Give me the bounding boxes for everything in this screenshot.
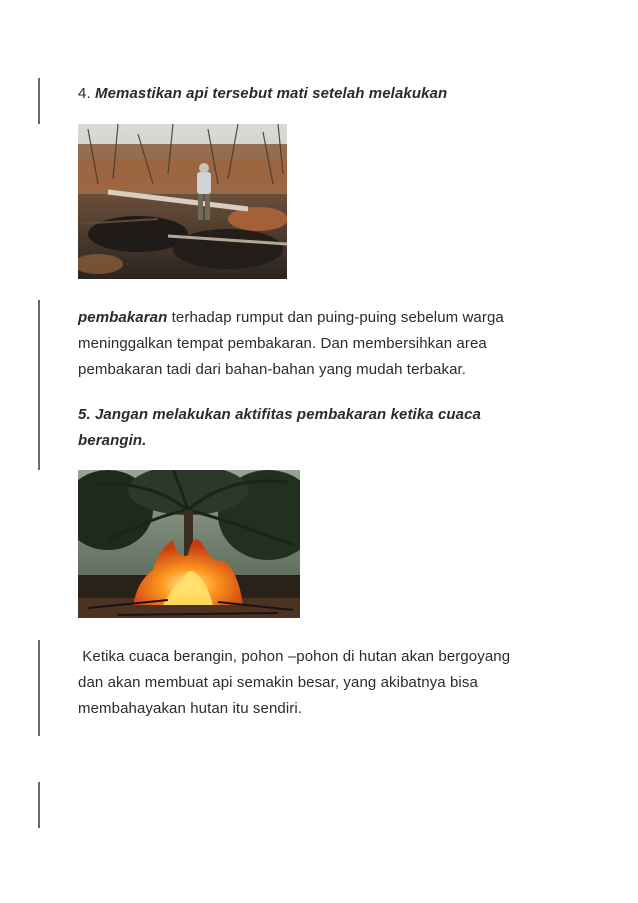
paragraph-step-4 bbox=[78, 305, 558, 383]
step-heading-text: Memastikan api tersebut mati setelah melakukan bbox=[95, 85, 448, 102]
paragraph-line: Ketika cuaca berangin, pohon –pohon di hutan akan bergoyang bbox=[78, 648, 511, 665]
paragraph-line: dan akan membuat api semakin besar, yang akibatnya bisa bbox=[78, 674, 478, 691]
heading-line: 5. Jangan melakukan aktifitas pembakaran ketika cuaca bbox=[78, 406, 481, 423]
step-5-heading bbox=[78, 402, 558, 454]
paragraph-line: meninggalkan tempat pembakaran. Dan membersihkan area bbox=[78, 335, 487, 352]
paragraph-line bbox=[78, 305, 558, 331]
step-4-heading bbox=[78, 81, 558, 107]
paragraph-line: pembakaran tadi dari bahan-bahan yang mudah terbakar. bbox=[78, 361, 467, 378]
forest-fire-photo bbox=[78, 470, 300, 618]
burned-land-photo bbox=[78, 124, 287, 279]
paragraph-step-5 bbox=[78, 644, 578, 722]
bold-lead-word: pembakaran bbox=[78, 309, 168, 326]
step-number: 4. bbox=[78, 85, 91, 102]
margin-bar bbox=[38, 78, 40, 124]
margin-bar bbox=[38, 640, 40, 736]
line-text: terhadap rumput dan puing-puing sebelum warga bbox=[167, 309, 504, 326]
margin-bar bbox=[38, 300, 40, 470]
paragraph-line: membahayakan hutan itu sendiri. bbox=[78, 700, 303, 717]
margin-bar bbox=[38, 782, 40, 828]
heading-line: berangin. bbox=[78, 432, 147, 449]
